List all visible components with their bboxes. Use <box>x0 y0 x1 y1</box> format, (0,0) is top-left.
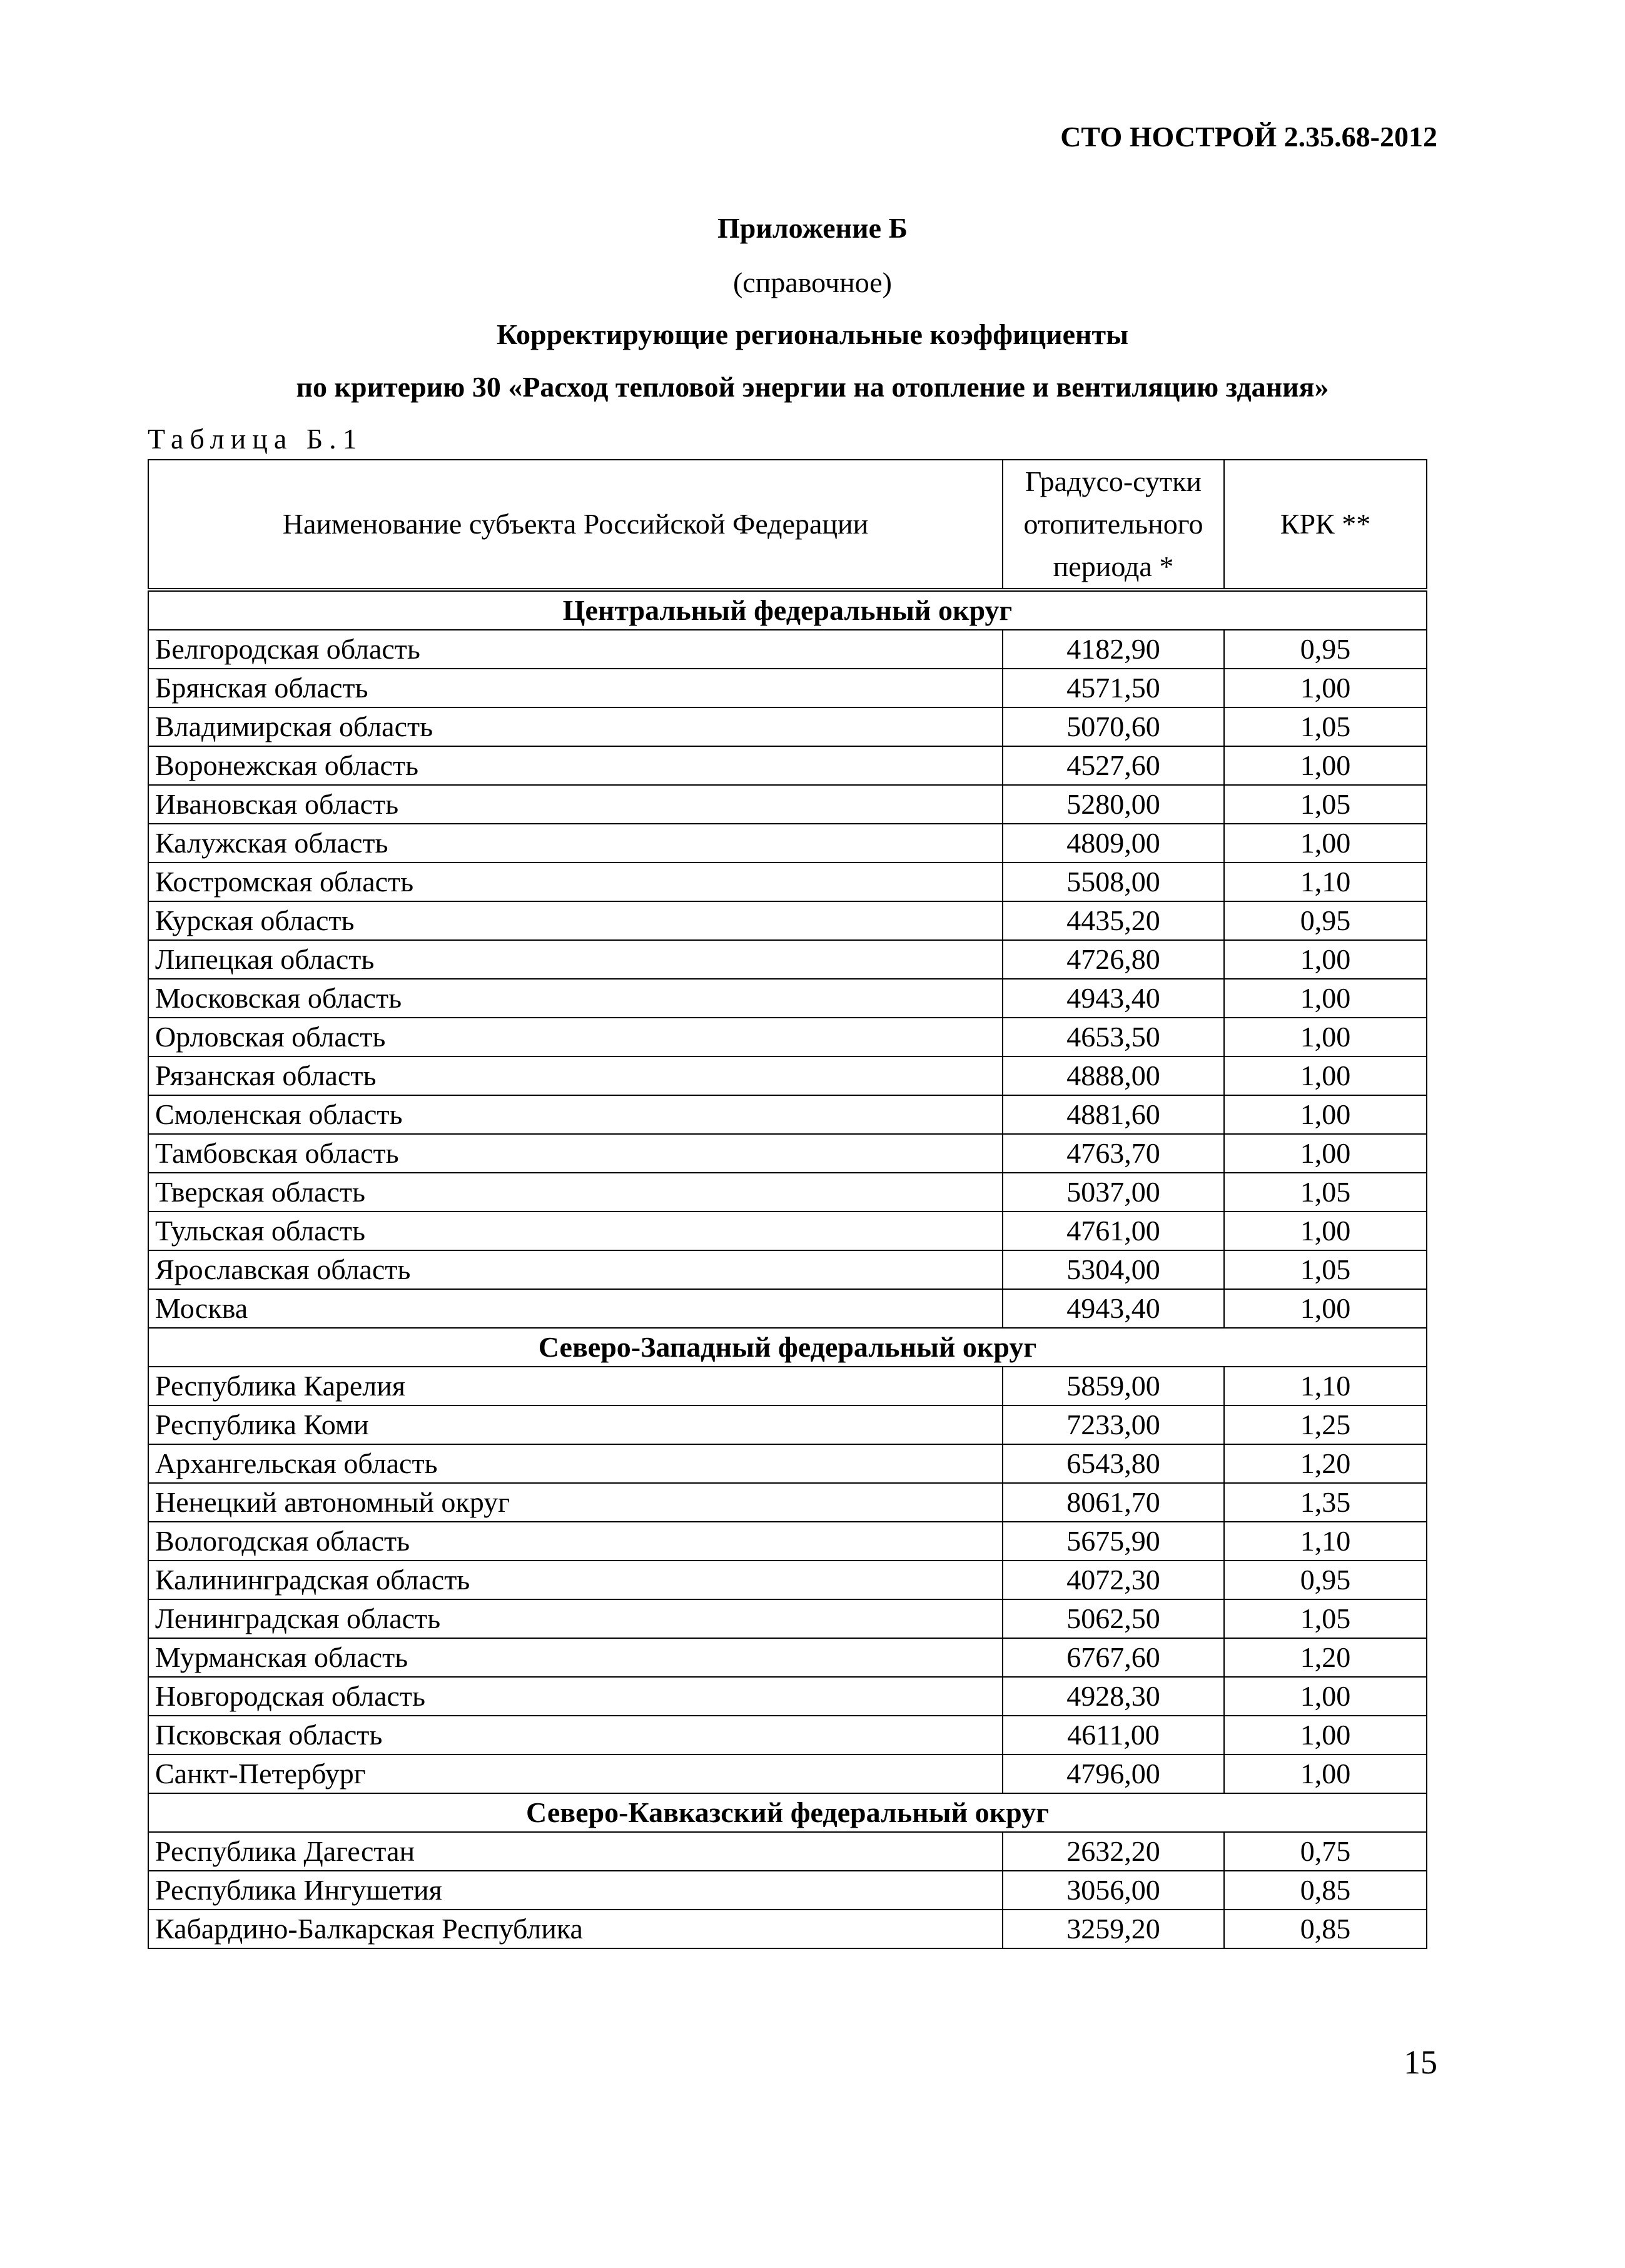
region-name-cell: Калужская область <box>148 824 1003 863</box>
region-name-cell: Новгородская область <box>148 1677 1003 1716</box>
table-row <box>148 630 1427 669</box>
doc-code: СТО НОСТРОЙ 2.35.68-2012 <box>1060 121 1437 153</box>
krk-cell: 1,25 <box>1224 1405 1427 1444</box>
region-name-cell: Ярославская область <box>148 1250 1003 1289</box>
column-header-region: Наименование субъекта Российской Федерации <box>148 460 1003 590</box>
table-header-row <box>148 460 1427 590</box>
degree-days-cell: 2632,20 <box>1003 1832 1224 1871</box>
table-row <box>148 1289 1427 1328</box>
region-name-cell: Тамбовская область <box>148 1134 1003 1173</box>
degree-days-cell: 6543,80 <box>1003 1444 1224 1483</box>
table-row <box>148 979 1427 1018</box>
degree-days-cell: 5859,00 <box>1003 1367 1224 1405</box>
krk-cell: 1,00 <box>1224 979 1427 1018</box>
krk-cell: 1,05 <box>1224 1250 1427 1289</box>
krk-cell: 1,00 <box>1224 1289 1427 1328</box>
appendix-type: (справочное) <box>732 266 893 298</box>
krk-cell: 1,05 <box>1224 707 1427 746</box>
krk-cell: 1,20 <box>1224 1444 1427 1483</box>
degree-days-cell: 5304,00 <box>1003 1250 1224 1289</box>
degree-days-cell: 4943,40 <box>1003 979 1224 1018</box>
table-row <box>148 824 1427 863</box>
coefficients-table <box>148 459 1427 1949</box>
region-name-cell: Москва <box>148 1289 1003 1328</box>
region-name-cell: Вологодская область <box>148 1522 1003 1561</box>
degree-days-cell: 4726,80 <box>1003 940 1224 979</box>
region-name-cell: Кабардино-Балкарская Республика <box>148 1910 1003 1948</box>
krk-cell: 1,00 <box>1224 669 1427 707</box>
region-name-cell: Воронежская область <box>148 746 1003 785</box>
column-header-krk: КРК ** <box>1224 460 1427 590</box>
krk-cell: 1,00 <box>1224 1212 1427 1250</box>
krk-cell: 1,00 <box>1224 1018 1427 1056</box>
degree-days-cell: 5508,00 <box>1003 863 1224 901</box>
degree-days-cell: 5675,90 <box>1003 1522 1224 1561</box>
krk-cell: 1,10 <box>1224 863 1427 901</box>
degree-days-cell: 3259,20 <box>1003 1910 1224 1948</box>
region-name-cell: Республика Коми <box>148 1405 1003 1444</box>
table-row <box>148 1405 1427 1444</box>
region-name-cell: Курская область <box>148 901 1003 940</box>
appendix-heading-line1: Корректирующие региональные коэффициенты <box>496 318 1129 350</box>
table-row <box>148 863 1427 901</box>
krk-cell: 0,95 <box>1224 901 1427 940</box>
degree-days-cell: 7233,00 <box>1003 1405 1224 1444</box>
degree-days-cell: 4182,90 <box>1003 630 1224 669</box>
table-row <box>148 1561 1427 1599</box>
degree-days-cell: 4653,50 <box>1003 1018 1224 1056</box>
region-name-cell: Рязанская область <box>148 1056 1003 1095</box>
table-row <box>148 669 1427 707</box>
table-row <box>148 1018 1427 1056</box>
krk-cell: 0,95 <box>1224 1561 1427 1599</box>
table-row <box>148 1716 1427 1754</box>
table-caption: Таблица Б.1 <box>148 423 363 455</box>
krk-cell: 1,00 <box>1224 1134 1427 1173</box>
region-name-cell: Тверская область <box>148 1173 1003 1212</box>
region-name-cell: Белгородская область <box>148 630 1003 669</box>
degree-days-cell: 4435,20 <box>1003 901 1224 940</box>
table-row <box>148 746 1427 785</box>
krk-cell: 0,85 <box>1224 1910 1427 1948</box>
krk-cell: 1,05 <box>1224 785 1427 824</box>
krk-cell: 1,00 <box>1224 940 1427 979</box>
degree-days-cell: 4527,60 <box>1003 746 1224 785</box>
krk-cell: 1,05 <box>1224 1599 1427 1638</box>
region-name-cell: Московская область <box>148 979 1003 1018</box>
appendix-heading-line2: по критерию 30 «Расход тепловой энергии на отопление и вентиляцию здания» <box>296 371 1329 403</box>
table-row <box>148 1871 1427 1910</box>
table-row <box>148 1134 1427 1173</box>
region-name-cell: Костромская область <box>148 863 1003 901</box>
krk-cell: 0,95 <box>1224 630 1427 669</box>
degree-days-cell: 4888,00 <box>1003 1056 1224 1095</box>
region-name-cell: Республика Карелия <box>148 1367 1003 1405</box>
table-row <box>148 1212 1427 1250</box>
table-row <box>148 1250 1427 1289</box>
table-row <box>148 1483 1427 1522</box>
section-row <box>148 1328 1427 1367</box>
krk-cell: 0,75 <box>1224 1832 1427 1871</box>
krk-cell: 1,10 <box>1224 1522 1427 1561</box>
region-name-cell: Смоленская область <box>148 1095 1003 1134</box>
region-name-cell: Калининградская область <box>148 1561 1003 1599</box>
region-name-cell: Ивановская область <box>148 785 1003 824</box>
table-row <box>148 1638 1427 1677</box>
column-header-degree-days: Градусо-сутки отопительного периода * <box>1003 460 1224 590</box>
table-row <box>148 1522 1427 1561</box>
degree-days-cell: 5062,50 <box>1003 1599 1224 1638</box>
table-row <box>148 1832 1427 1871</box>
table-row <box>148 1173 1427 1212</box>
krk-cell: 1,00 <box>1224 746 1427 785</box>
region-name-cell: Владимирская область <box>148 707 1003 746</box>
region-name-cell: Ненецкий автономный округ <box>148 1483 1003 1522</box>
section-row <box>148 590 1427 630</box>
region-name-cell: Брянская область <box>148 669 1003 707</box>
krk-cell: 0,85 <box>1224 1871 1427 1910</box>
table-row <box>148 1910 1427 1948</box>
table-row <box>148 785 1427 824</box>
table-row <box>148 901 1427 940</box>
region-name-cell: Республика Дагестан <box>148 1832 1003 1871</box>
table-row <box>148 707 1427 746</box>
krk-cell: 1,00 <box>1224 1677 1427 1716</box>
krk-cell: 1,00 <box>1224 1095 1427 1134</box>
table-row <box>148 1599 1427 1638</box>
degree-days-cell: 3056,00 <box>1003 1871 1224 1910</box>
region-name-cell: Архангельская область <box>148 1444 1003 1483</box>
region-name-cell: Орловская область <box>148 1018 1003 1056</box>
region-name-cell: Ленинградская область <box>148 1599 1003 1638</box>
degree-days-cell: 4571,50 <box>1003 669 1224 707</box>
krk-cell: 1,35 <box>1224 1483 1427 1522</box>
section-title: Северо-Западный федеральный округ <box>148 1328 1427 1367</box>
krk-cell: 1,05 <box>1224 1173 1427 1212</box>
degree-days-cell: 4943,40 <box>1003 1289 1224 1328</box>
krk-cell: 1,00 <box>1224 824 1427 863</box>
degree-days-cell: 5070,60 <box>1003 707 1224 746</box>
krk-cell: 1,00 <box>1224 1754 1427 1793</box>
region-name-cell: Псковская область <box>148 1716 1003 1754</box>
degree-days-cell: 5280,00 <box>1003 785 1224 824</box>
section-title: Северо-Кавказский федеральный округ <box>148 1793 1427 1832</box>
region-name-cell: Тульская область <box>148 1212 1003 1250</box>
degree-days-cell: 4072,30 <box>1003 1561 1224 1599</box>
section-row <box>148 1793 1427 1832</box>
table-body <box>148 590 1427 1948</box>
table-row <box>148 1677 1427 1716</box>
table-row <box>148 940 1427 979</box>
appendix-title: Приложение Б <box>717 212 908 244</box>
region-name-cell: Мурманская область <box>148 1638 1003 1677</box>
degree-days-cell: 4809,00 <box>1003 824 1224 863</box>
table-row <box>148 1056 1427 1095</box>
degree-days-cell: 4763,70 <box>1003 1134 1224 1173</box>
degree-days-cell: 4796,00 <box>1003 1754 1224 1793</box>
region-name-cell: Санкт-Петербург <box>148 1754 1003 1793</box>
degree-days-cell: 8061,70 <box>1003 1483 1224 1522</box>
table-row <box>148 1444 1427 1483</box>
degree-days-cell: 6767,60 <box>1003 1638 1224 1677</box>
krk-cell: 1,00 <box>1224 1716 1427 1754</box>
degree-days-cell: 4761,00 <box>1003 1212 1224 1250</box>
degree-days-cell: 4928,30 <box>1003 1677 1224 1716</box>
table-row <box>148 1367 1427 1405</box>
krk-cell: 1,00 <box>1224 1056 1427 1095</box>
krk-cell: 1,20 <box>1224 1638 1427 1677</box>
krk-cell: 1,10 <box>1224 1367 1427 1405</box>
degree-days-cell: 4881,60 <box>1003 1095 1224 1134</box>
degree-days-cell: 5037,00 <box>1003 1173 1224 1212</box>
section-title: Центральный федеральный округ <box>148 590 1427 630</box>
region-name-cell: Республика Ингушетия <box>148 1871 1003 1910</box>
table-row <box>148 1095 1427 1134</box>
page-number: 15 <box>1404 2043 1437 2081</box>
table-row <box>148 1754 1427 1793</box>
region-name-cell: Липецкая область <box>148 940 1003 979</box>
degree-days-cell: 4611,00 <box>1003 1716 1224 1754</box>
